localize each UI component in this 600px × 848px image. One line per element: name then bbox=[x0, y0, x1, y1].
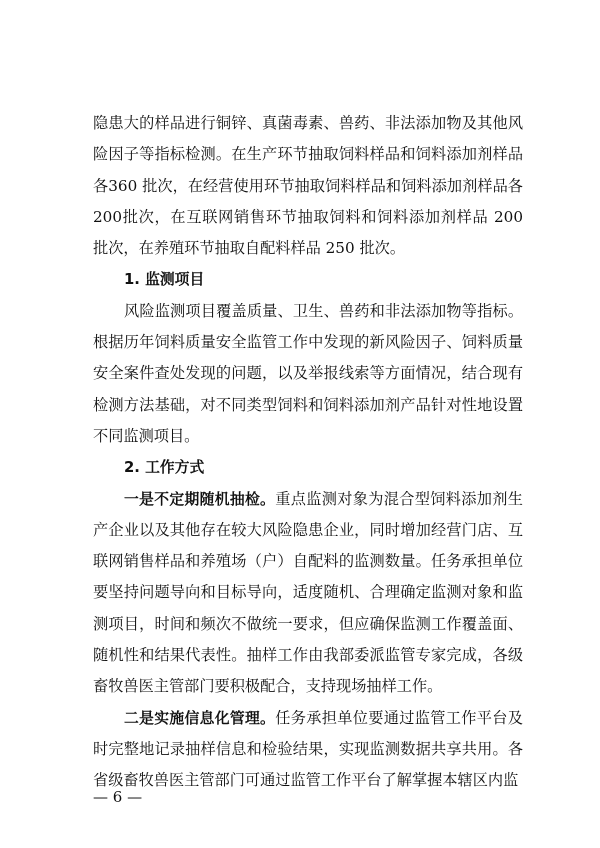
body-random-sampling: 重点监测对象为混合型饲料添加剂生产企业以及其他存在较大风险隐患企业，同时增加经营门店、互联网销售样品和养殖场（户）自配料的监测数量。任务承担单位要坚持问题导向和目标导向，适度随机、合理确定监测对象和监测项目，时间和频次不做统一要求，但应确保监测工作覆盖面、随机性和结果代表性。抽样工作由我部委派监管专家完成，各级畜牧兽医主管部门要积极配合，支持现场抽样工作。 bbox=[93, 489, 523, 696]
lead-informatization: 二是实施信息化管理。 bbox=[124, 709, 276, 727]
paragraph-sampling: 隐患大的样品进行铜锌、真菌毒素、兽药、非法添加物及其他风险因子等指标检测。在生产环节抽取饲料样品和饲料添加剂样品各360 批次，在经营使用环节抽取饲料样品和饲料添加剂样品各 200批次，在互联网销售环节抽取饲料和饲料添加剂样品 200 批次，在养殖环节抽取自配料样品 250 批次。 bbox=[93, 114, 523, 258]
paragraph-random-sampling bbox=[93, 484, 523, 703]
body-informatization: 任务承担单位要通过监管工作平台及时完整地记录抽样信息和检验结果，实现监测数据共享共用。各省级畜牧兽医主管部门可通过监管工作平台了解掌握本辖区内监 bbox=[93, 708, 523, 790]
document-body bbox=[93, 108, 523, 797]
page-number: — 6 — bbox=[93, 788, 143, 806]
lead-random-sampling: 一是不定期随机抽检。 bbox=[124, 490, 276, 508]
paragraph-informatization bbox=[93, 703, 523, 797]
paragraph-monitoring-items: 风险监测项目覆盖质量、卫生、兽药和非法添加物等指标。根据历年饲料质量安全监管工作中发现的新风险因子、饲料质量安全案件查处发现的问题，以及举报线索等方面情况，结合现有检测方法基础，对不同类型饲料和饲料添加剂产品针对性地设置不同监测项目。 bbox=[93, 301, 523, 445]
heading-monitoring-items: 1. 监测项目 bbox=[124, 271, 205, 289]
heading-work-method: 2. 工作方式 bbox=[124, 459, 205, 477]
